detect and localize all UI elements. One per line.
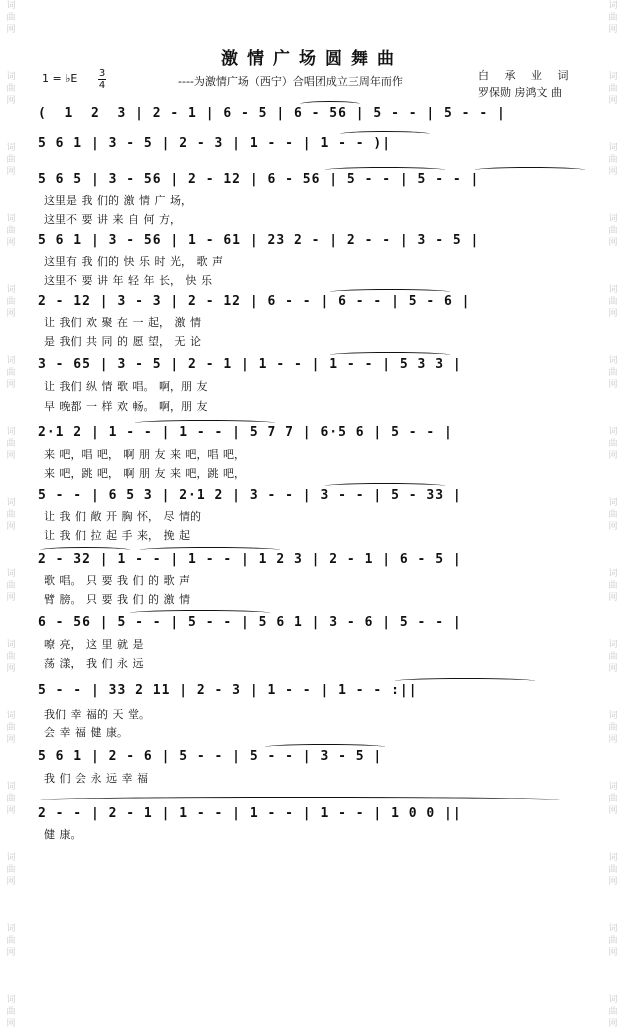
lyric-row-7-verse-1: 来 吧，唱 吧， 啊 朋 友 来 吧，唱 吧， xyxy=(44,448,245,461)
watermark-mark: 词 曲 网 xyxy=(608,782,618,816)
notation-row-1: ( 1 2 3 | 2 - 1 | 6 - 5 | 6 - 56 | 5 - - | 5 - - | xyxy=(38,106,506,121)
watermark-mark: 词 曲 网 xyxy=(6,782,16,816)
watermark-mark: 词 曲 网 xyxy=(608,1,618,35)
watermark-mark: 词 曲 网 xyxy=(6,924,16,958)
notation-row-6: 3 - 65 | 3 - 5 | 2 - 1 | 1 - - | 1 - - | 5 3 3 | xyxy=(38,357,462,372)
lyric-row-4-verse-1: 这里有 我 们的 快 乐 时 光， 歌 声 xyxy=(44,255,223,268)
lyric-row-12: 我 们 会 永 远 幸 福 xyxy=(44,772,148,785)
lyric-row-3-verse-2: 这里不 要 讲 来 自 何 方， xyxy=(44,213,181,226)
watermark-mark: 词 曲 网 xyxy=(6,853,16,887)
song-title: 激情广场圆舞曲 xyxy=(221,49,403,69)
tie-mark xyxy=(130,610,270,616)
watermark-mark: 词 曲 网 xyxy=(608,924,618,958)
notation-row-8: 5 - - | 6 5 3 | 2·1 2 | 3 - - | 3 - - | 5 - 33 | xyxy=(38,488,462,503)
lyric-row-10-verse-1: 嘹 亮， 这 里 就 是 xyxy=(44,638,144,651)
lyric-row-7-verse-2: 来 吧，跳 吧， 啊 朋 友 来 吧，跳 吧， xyxy=(44,467,245,480)
dedication-subtitle: ----为激情广场（西宁）合唱团成立三周年而作 xyxy=(178,75,403,88)
lyric-row-3-verse-1: 这里是 我 们的 激 情 广 场， xyxy=(44,194,192,207)
watermark-mark: 词 曲 网 xyxy=(608,214,618,248)
slur-mark xyxy=(300,101,360,107)
key-signature: 1 = ♭E xyxy=(42,72,78,85)
tie-mark xyxy=(40,797,560,803)
notation-row-11: 5 - - | 33 2 11 | 2 - 3 | 1 - - | 1 - - :|| xyxy=(38,683,418,698)
tie-mark xyxy=(325,167,445,173)
watermark-mark: 词 曲 网 xyxy=(608,498,618,532)
watermark-mark: 词 曲 网 xyxy=(6,1,16,35)
watermark-mark: 词 曲 网 xyxy=(6,427,16,461)
lyricist-credit: 白 承 业 词 xyxy=(478,69,575,82)
lyric-row-11-verse-2: 会 幸 福 健 康。 xyxy=(44,726,128,739)
time-signature-bottom: 4 xyxy=(98,80,106,91)
tie-mark xyxy=(325,483,445,489)
notation-row-10: 6 - 56 | 5 - - | 5 - - | 5 6 1 | 3 - 6 | 5 - - | xyxy=(38,615,462,630)
watermark-mark: 词 曲 网 xyxy=(6,711,16,745)
lyric-row-9-verse-2: 臂 膀。 只 要 我 们 的 激 情 xyxy=(44,593,190,606)
tie-mark xyxy=(395,678,535,684)
watermark-mark: 词 曲 网 xyxy=(608,427,618,461)
tie-mark xyxy=(330,289,450,295)
composer-credit: 罗保勋 房鸿文 曲 xyxy=(478,86,562,99)
tie-mark xyxy=(265,744,385,750)
lyric-row-13: 健 康。 xyxy=(44,828,82,841)
tie-mark xyxy=(475,167,585,173)
lyric-row-6-verse-2: 早 晚都 一 样 欢 畅。 啊，朋 友 xyxy=(44,400,208,413)
watermark-right xyxy=(604,0,622,1029)
watermark-mark: 词 曲 网 xyxy=(608,711,618,745)
tie-mark xyxy=(135,420,275,426)
notation-row-9: 2 - 32 | 1 - - | 1 - - | 1 2 3 | 2 - 1 | 6 - 5 | xyxy=(38,552,462,567)
watermark-mark: 词 曲 网 xyxy=(608,72,618,106)
notation-row-7: 2·1 2 | 1 - - | 1 - - | 5 7 7 | 6·5 6 | 5 - - | xyxy=(38,425,453,440)
notation-row-3: 5 6 5 | 3 - 56 | 2 - 12 | 6 - 56 | 5 - - | 5 - - | xyxy=(38,172,480,187)
watermark-mark: 词 曲 网 xyxy=(6,498,16,532)
time-signature-top: 3 xyxy=(98,68,106,79)
watermark-mark: 词 曲 网 xyxy=(608,569,618,603)
watermark-mark: 词 曲 网 xyxy=(6,214,16,248)
notation-row-12: 5 6 1 | 2 - 6 | 5 - - | 5 - - | 3 - 5 | xyxy=(38,749,383,764)
lyric-row-11-verse-1: 我们 幸 福的 天 堂。 xyxy=(44,708,150,721)
tie-mark xyxy=(340,131,430,137)
watermark-mark: 词 曲 网 xyxy=(608,640,618,674)
lyric-row-9-verse-1: 歌 唱。 只 要 我 们 的 歌 声 xyxy=(44,574,190,587)
lyric-row-6-verse-1: 让 我们 纵 情 歌 唱。 啊，朋 友 xyxy=(44,380,208,393)
lyric-row-8-verse-2: 让 我 们 拉 起 手 来， 挽 起 xyxy=(44,529,190,542)
watermark-left xyxy=(2,0,20,1029)
lyric-row-8-verse-1: 让 我 们 敞 开 胸 怀， 尽 情的 xyxy=(44,510,201,523)
time-signature xyxy=(98,68,106,91)
lyric-row-4-verse-2: 这里不 要 讲 年 轻 年 长， 快 乐 xyxy=(44,274,212,287)
notation-row-5: 2 - 12 | 3 - 3 | 2 - 12 | 6 - - | 6 - - | 5 - 6 | xyxy=(38,294,471,309)
watermark-mark: 词 曲 网 xyxy=(608,285,618,319)
tie-mark xyxy=(40,547,130,553)
watermark-mark: 词 曲 网 xyxy=(608,995,618,1029)
watermark-mark: 词 曲 网 xyxy=(6,285,16,319)
watermark-mark: 词 曲 网 xyxy=(6,72,16,106)
watermark-mark: 词 曲 网 xyxy=(6,143,16,177)
watermark-mark: 词 曲 网 xyxy=(6,640,16,674)
tie-mark xyxy=(330,352,450,358)
notation-row-4: 5 6 1 | 3 - 56 | 1 - 61 | 23 2 - | 2 - - | 3 - 5 | xyxy=(38,233,480,248)
tie-mark xyxy=(140,547,280,553)
watermark-mark: 词 曲 网 xyxy=(6,569,16,603)
notation-row-13: 2 - - | 2 - 1 | 1 - - | 1 - - | 1 - - | 1 0 0 || xyxy=(38,806,462,821)
watermark-mark: 词 曲 网 xyxy=(6,995,16,1029)
lyric-row-10-verse-2: 荡 漾， 我 们 永 远 xyxy=(44,657,144,670)
watermark-mark: 词 曲 网 xyxy=(6,356,16,390)
watermark-mark: 词 曲 网 xyxy=(608,143,618,177)
notation-row-2: 5 6 1 | 3 - 5 | 2 - 3 | 1 - - | 1 - - )| xyxy=(38,136,392,151)
watermark-mark: 词 曲 网 xyxy=(608,853,618,887)
lyric-row-5-verse-2: 是 我们 共 同 的 愿 望， 无 论 xyxy=(44,335,201,348)
watermark-mark: 词 曲 网 xyxy=(608,356,618,390)
lyric-row-5-verse-1: 让 我们 欢 聚 在 一 起， 激 情 xyxy=(44,316,201,329)
